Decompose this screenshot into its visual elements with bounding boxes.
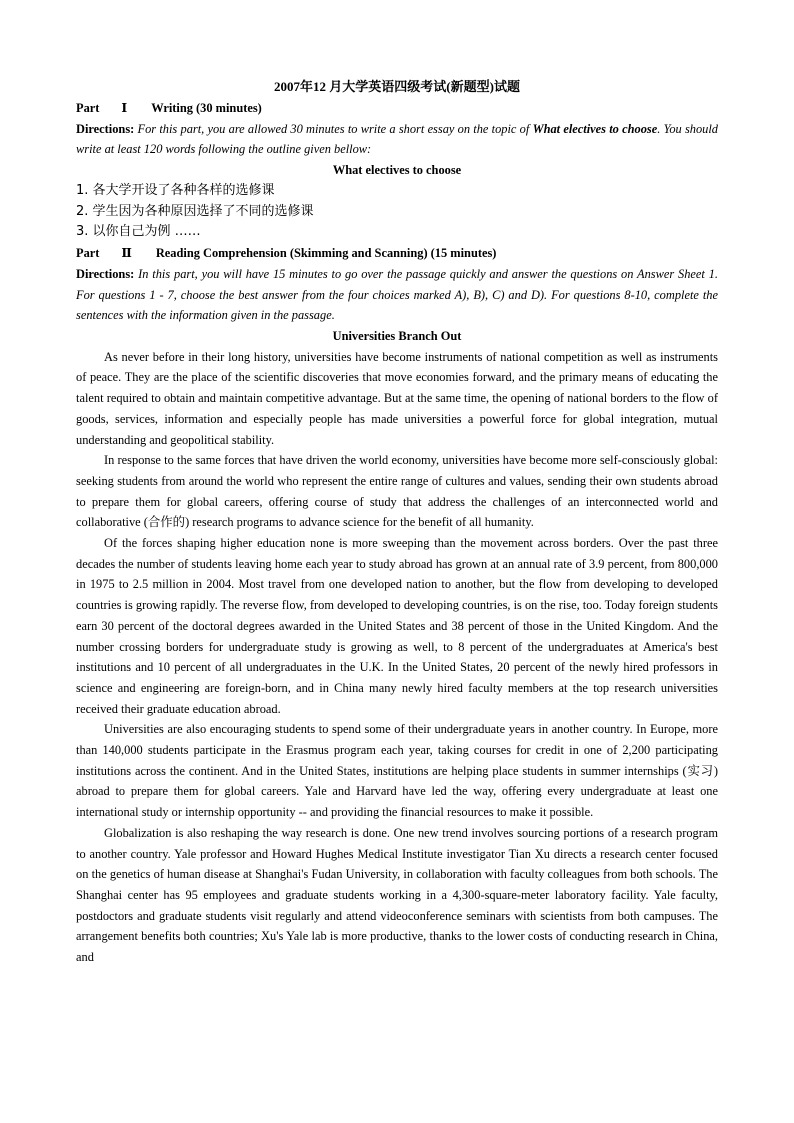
part2-title: Reading Comprehension (Skimming and Scanning) (15 minutes) (155, 246, 497, 261)
exam-title: 2007年12 月大学英语四级考试(新题型)试题 (274, 79, 520, 94)
part1-directions-text-b: . You should write at least 120 words following the outline given bellow: (76, 121, 719, 157)
part1-directions-label: Directions: (76, 121, 135, 136)
part1-label: Part (76, 101, 100, 115)
passage-paragraph-2: In response to the same forces that have driven the world economy, universities have become more self-consciously global: seeking students from around the world who represent the entire range of cultures and values, sending their own students abroad to prepare them for global careers, offering course of study that address the challenges of an interconnected world and collaborative (合作的) research programs to advance science for the benefit of all humanity. (76, 453, 718, 530)
outline-item-3: 3. 以你自己为例 …… (76, 224, 201, 240)
part1-directions-topic: What electives to choose (532, 121, 658, 136)
part2-heading (76, 243, 718, 264)
part2-directions-text: In this part, you will have 15 minutes to go over the passage quickly and answer the questions on Answer Sheet 1. For questions 1 - 7, choose the best answer from the four choices marked A), B), C) and D). For questions 8-10, complete the sentences with the information given in the passage. (76, 266, 718, 323)
part1-heading (76, 98, 718, 119)
part1-directions-text-a: For this part, you are allowed 30 minutes to write a short essay on the topic of (134, 121, 533, 136)
outline-item-1: 1. 各大学开设了各种各样的选修课 (76, 182, 275, 198)
passage-paragraph-1: As never before in their long history, universities have become instruments of national competition as well as instruments of peace. They are the place of the scientific discoveries that move economies forward, and the primary means of educating the talent required to obtain and maintain competitive advantage. But at the same time, the opening of national borders to the flow of goods, services, information and especially people has made universities a powerful force for global integration, mutual understanding and geopolitical stability. (76, 349, 718, 447)
outline-item-2: 2. 学生因为各种原因选择了不同的选修课 (76, 203, 314, 219)
part2-directions-label: Directions: (76, 266, 135, 281)
essay-title: What electives to choose (332, 163, 462, 178)
exam-page (76, 77, 718, 968)
part1-numeral: Ⅰ (121, 101, 128, 115)
passage-paragraph-4: Universities are also encouraging students to spend some of their undergraduate years in another country. In Europe, more than 140,000 students participate in the Erasmus program each year, taking courses for credit in one of 2,200 participating institutions across the continent. And in the United States, institutions are helping place students in summer internships (实习) abroad to prepare them for global careers. Yale and Harvard have led the way, offering every undergraduate at least one international study or internship opportunity -- and providing the financial resources to make it possible. (76, 722, 718, 820)
passage-paragraph-5: Globalization is also reshaping the way research is done. One new trend involves sourcing portions of a research program to another country. Yale professor and Howard Hughes Medical Institute investigator Tian Xu directs a research center focused on the genetics of human disease at Shanghai's Fudan University, in collaboration with faculty colleagues from both schools. The Shanghai center has 95 employees and graduate students working in a 4,300-square-meter laboratory facility. Yale faculty, postdoctors and graduate students visit regularly and attend videoconference seminars with scientists from both campuses. The arrangement benefits both countries; Xu's Yale lab is more productive, thanks to the lower costs of conducting research in China, and (76, 825, 718, 965)
part1-directions (76, 119, 718, 160)
part1-title: Writing (30 minutes) (151, 101, 262, 115)
part2-label: Part (76, 246, 100, 261)
part2-numeral: Ⅱ (121, 246, 132, 261)
passage-title: Universities Branch Out (332, 329, 462, 344)
part2-directions (76, 264, 718, 326)
passage-paragraph-3: Of the forces shaping higher education none is more sweeping than the movement across borders. Over the past three decades the number of students leaving home each year to study abroad has grown at an annual rate of 3.9 percent, from 800,000 in 1975 to 2.5 million in 2004. Most travel from one developed nation to another, but the flow from developing to developed countries is growing rapidly. The reverse flow, from developed to developing countries, is on the rise, too. Today foreign students earn 30 percent of the doctoral degrees awarded in the United States and 38 percent of those in the United Kingdom. And the number crossing borders for undergraduate study is growing as well, to 8 percent of the undergraduates at America's best institutions and 10 percent of all undergraduates in the U.K. In the United States, 20 percent of the newly hired professors in science and engineering are foreign-born, and in China many newly hired faculty members at the top research universities received their graduate education abroad. (76, 536, 718, 716)
